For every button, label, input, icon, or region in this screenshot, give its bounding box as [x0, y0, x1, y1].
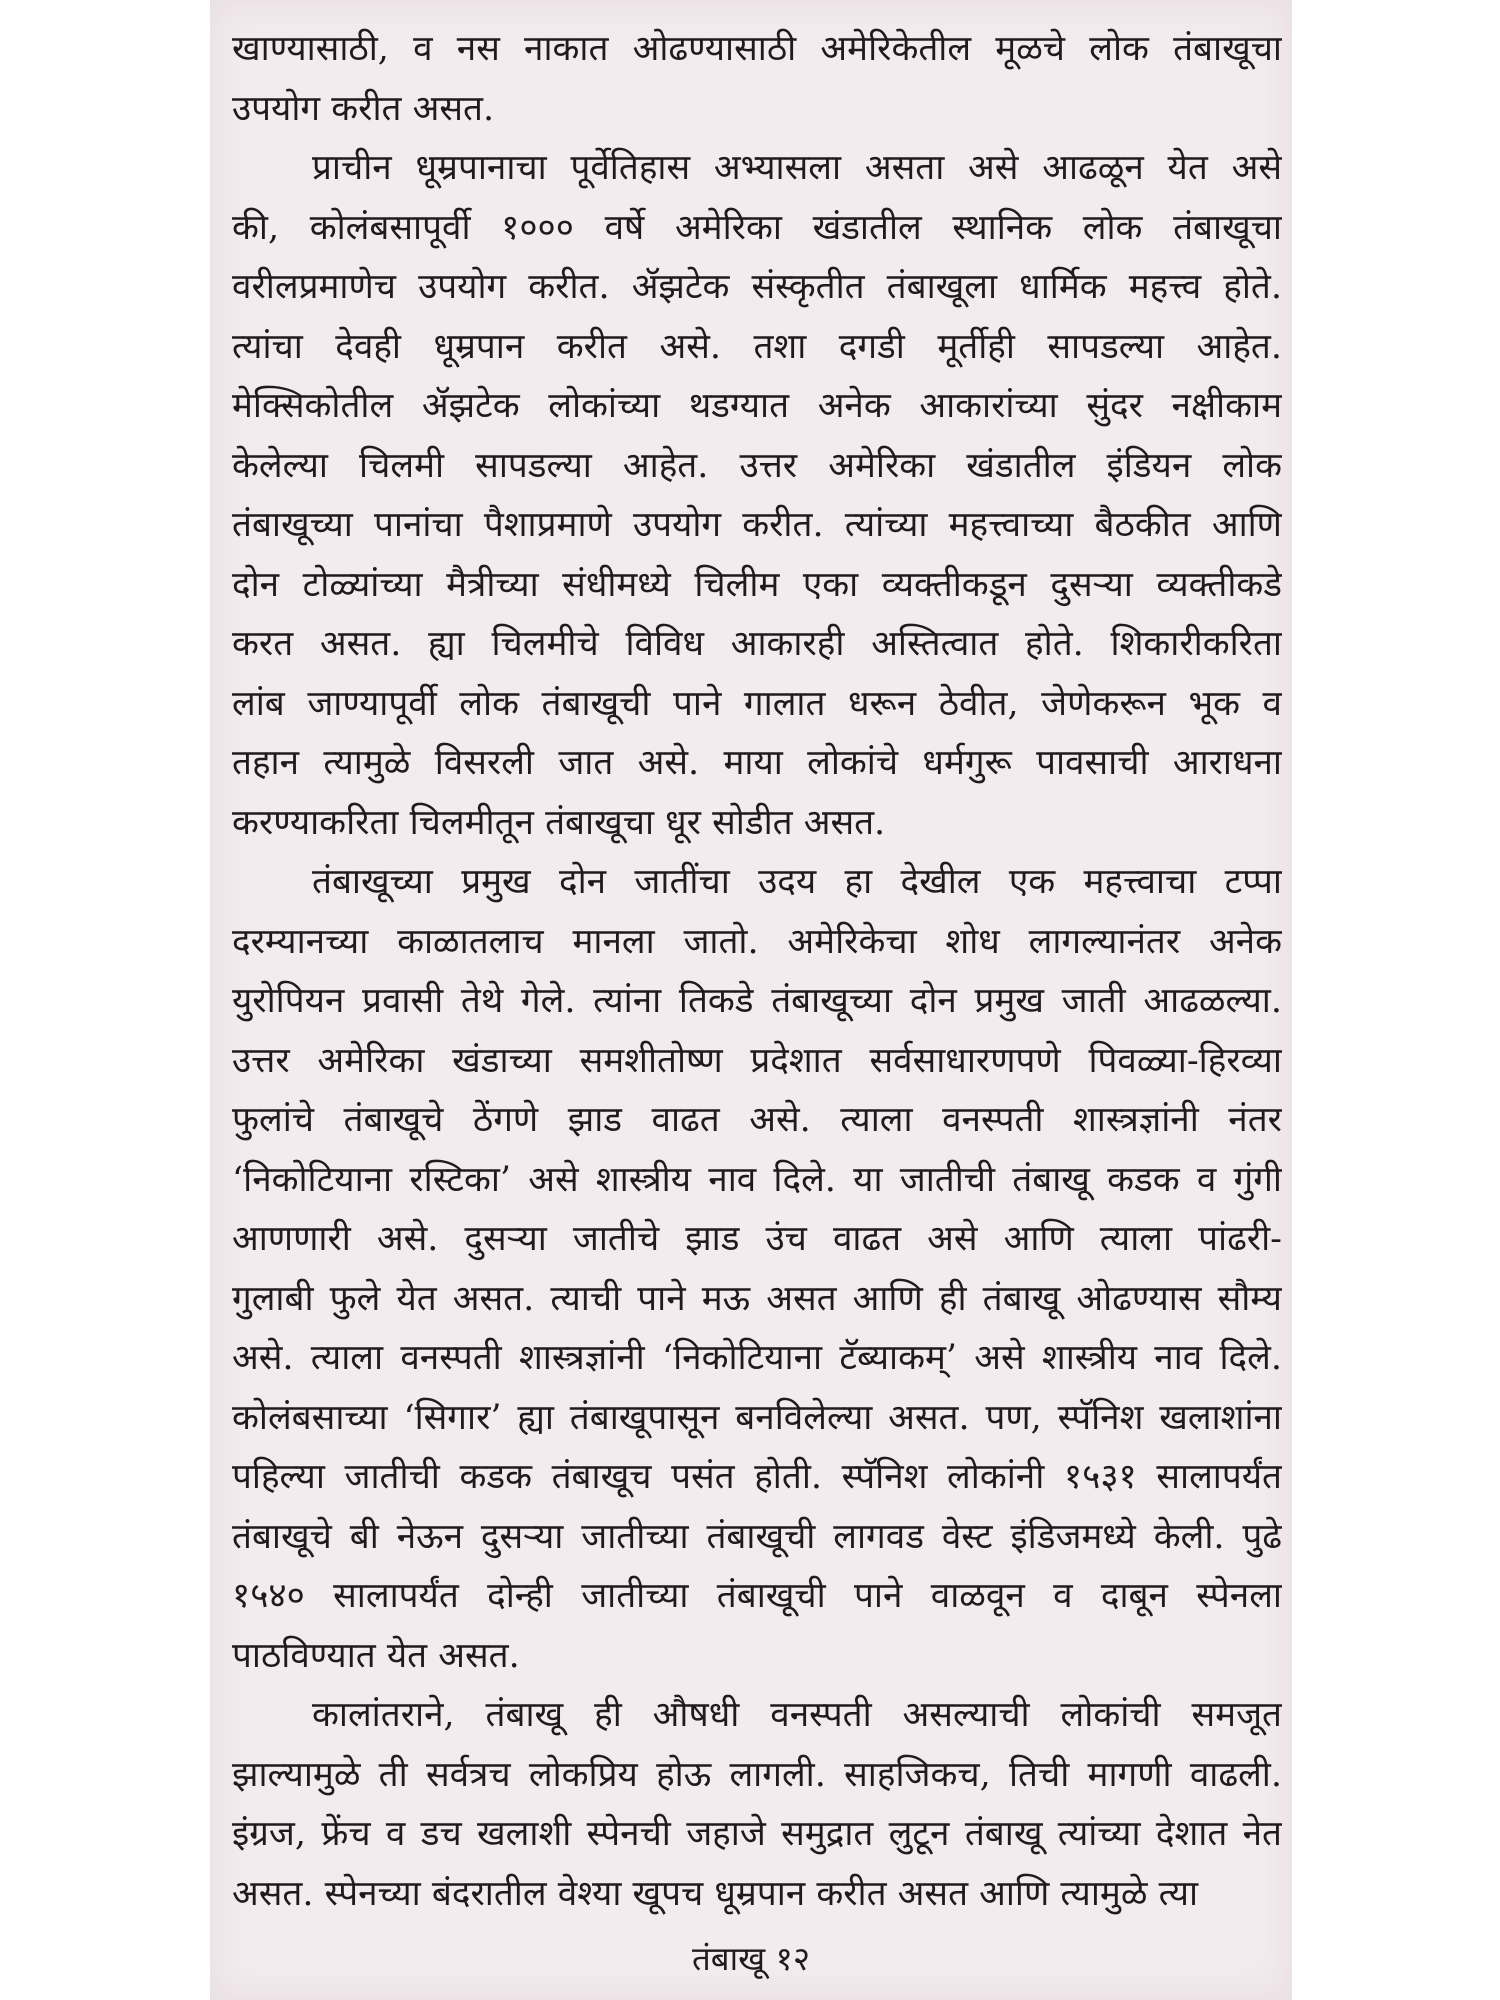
text-line: करत असत. ह्या चिलमीचे विविध आकारही अस्तित्वात होते. शिकारीकरिता: [232, 624, 1282, 664]
text-line: पाठविण्यात येत असत.: [232, 1635, 520, 1676]
text-line: इंग्रज, फ्रेंच व डच खलाशी स्पेनची जहाजे समुद्रात लुटून तंबाखू त्यांच्या देशात नेत: [232, 1814, 1282, 1854]
text-line: तंबाखूच्या प्रमुख दोन जातींचा उदय हा देखील एक महत्त्वाचा टप्पा: [312, 862, 1282, 902]
text-line: मेक्सिकोतील ॲझटेक लोकांच्या थडग्यात अनेक आकारांच्या सुंदर नक्षीकाम: [232, 386, 1282, 426]
text-line: १५४० सालापर्यंत दोन्ही जातीच्या तंबाखूची पाने वाळवून व दाबून स्पेनला: [232, 1576, 1282, 1616]
paragraph: [232, 853, 1282, 1686]
paragraph: [232, 1686, 1282, 1924]
text-line: असे. त्याला वनस्पती शास्त्रज्ञांनी ‘निकोटियाना टॅब्याकम्’ असे शास्त्रीय नाव दिले.: [232, 1338, 1282, 1378]
body-text: [232, 20, 1282, 1924]
text-line: प्राचीन धूम्रपानाचा पूर्वेतिहास अभ्यासला असता असे आढळून येत असे: [312, 148, 1282, 188]
text-line: पहिल्या जातीची कडक तंबाखूच पसंत होती. स्पॅनिश लोकांनी १५३१ सालापर्यंत: [232, 1457, 1282, 1497]
text-line: तहान त्यामुळे विसरली जात असे. माया लोकांचे धर्मगुरू पावसाची आराधना: [232, 743, 1282, 783]
text-line: दोन टोळ्यांच्या मैत्रीच्या संधीमध्ये चिलीम एका व्यक्तीकडून दुसऱ्या व्यक्तीकडे: [232, 564, 1282, 605]
text-line: केलेल्या चिलमी सापडल्या आहेत. उत्तर अमेरिका खंडातील इंडियन लोक: [232, 445, 1282, 486]
text-line: झाल्यामुळे ती सर्वत्रच लोकप्रिय होऊ लागली. साहजिकच, तिची मागणी वाढली.: [232, 1754, 1282, 1795]
paragraph: [232, 139, 1282, 853]
text-line: गुलाबी फुले येत असत. त्याची पाने मऊ असत आणि ही तंबाखू ओढण्यास सौम्य: [232, 1278, 1282, 1319]
text-line: कालांतराने, तंबाखू ही औषधी वनस्पती असल्याची लोकांची समजूत: [312, 1695, 1282, 1735]
text-line: वरीलप्रमाणेच उपयोग करीत. ॲझटेक संस्कृतीत तंबाखूला धार्मिक महत्त्व होते.: [232, 267, 1282, 307]
text-line: त्यांचा देवही धूम्रपान करीत असे. तशा दगडी मूर्तीही सापडल्या आहेत.: [232, 326, 1282, 367]
text-line: असत. स्पेनच्या बंदरातील वेश्या खूपच धूम्रपान करीत असत आणि त्यामुळे त्या: [232, 1873, 1199, 1914]
text-line: आणणारी असे. दुसऱ्या जातीचे झाड उंच वाढत असे आणि त्याला पांढरी-: [232, 1219, 1282, 1259]
paragraph: [232, 20, 1282, 139]
text-line: युरोपियन प्रवासी तेथे गेले. त्यांना तिकडे तंबाखूच्या दोन प्रमुख जाती आढळल्या.: [232, 981, 1282, 1021]
text-line: उपयोग करीत असत.: [232, 88, 495, 129]
book-page: [210, 0, 1292, 2000]
text-line: करण्याकरिता चिलमीतून तंबाखूचा धूर सोडीत असत.: [232, 802, 886, 843]
text-line: ‘निकोटियाना रस्टिका’ असे शास्त्रीय नाव दिले. या जातीची तंबाखू कडक व गुंगी: [232, 1159, 1282, 1200]
text-line: तंबाखूच्या पानांचा पैशाप्रमाणे उपयोग करीत. त्यांच्या महत्त्वाच्या बैठकीत आणि: [232, 505, 1282, 545]
text-line: कोलंबसाच्या ‘सिगार’ ह्या तंबाखूपासून बनविलेल्या असत. पण, स्पॅनिश खलाशांना: [232, 1397, 1282, 1438]
text-line: उत्तर अमेरिका खंडाच्या समशीतोष्ण प्रदेशात सर्वसाधारणपणे पिवळ्या-हिरव्या: [232, 1040, 1282, 1081]
text-line: दरम्यानच्या काळातलाच मानला जातो. अमेरिकेचा शोध लागल्यानंतर अनेक: [232, 921, 1282, 962]
text-line: फुलांचे तंबाखूचे ठेंगणे झाड वाढत असे. त्याला वनस्पती शास्त्रज्ञांनी नंतर: [232, 1100, 1282, 1140]
text-line: की, कोलंबसापूर्वी १००० वर्षे अमेरिका खंडातील स्थानिक लोक तंबाखूचा: [232, 207, 1282, 248]
text-line: तंबाखूचे बी नेऊन दुसऱ्या जातीच्या तंबाखूची लागवड वेस्ट इंडिजमध्ये केली. पुढे: [232, 1516, 1282, 1557]
text-line: लांब जाण्यापूर्वी लोक तंबाखूची पाने गालात धरून ठेवीत, जेणेकरून भूक व: [232, 683, 1282, 724]
page-footer: तंबाखू १२: [691, 1939, 810, 1978]
text-line: खाण्यासाठी, व नस नाकात ओढण्यासाठी अमेरिकेतील मूळचे लोक तंबाखूचा: [232, 29, 1282, 69]
